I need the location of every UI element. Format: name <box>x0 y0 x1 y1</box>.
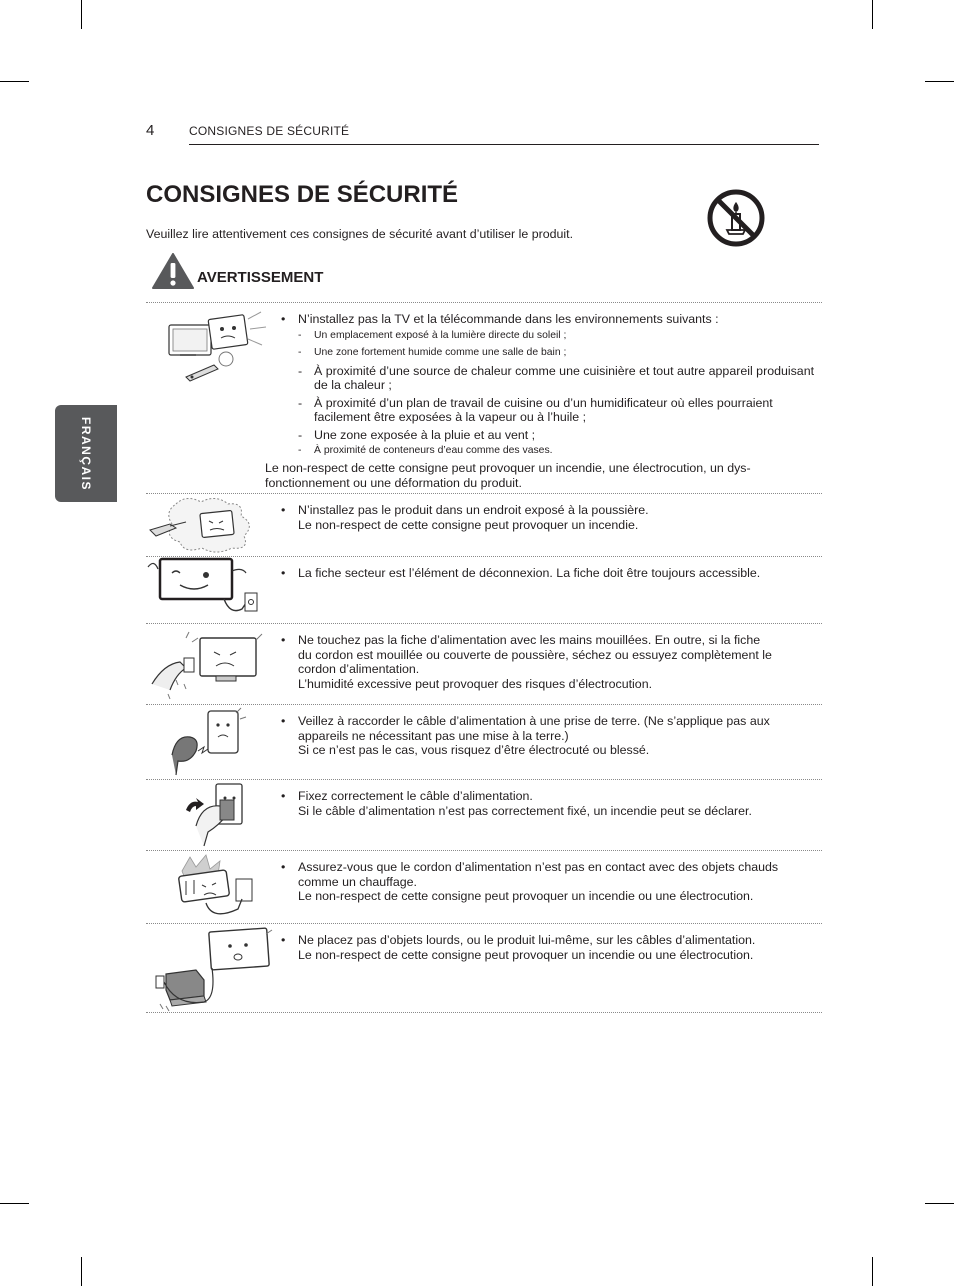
consequence-note: Le non-respect de cette consigne peut provoquer un incendie, une électrocution, un dys- fonctionnement ou une déformation du produit. <box>265 461 751 490</box>
continuation-text: Si le câble d’alimentation n’est pas correctement fixé, un incendie peut se déclarer. <box>298 803 752 818</box>
sub-item: - Une zone exposée à la pluie et au vent ; <box>298 427 536 442</box>
language-tab <box>55 405 117 502</box>
warning-triangle-icon <box>152 253 194 289</box>
intro-text: Veuillez lire attentivement ces consignes de sécurité avant d’utiliser le produit. <box>146 227 574 241</box>
heater-cord-illustration <box>146 851 274 923</box>
sub-item: - Une zone fortement humide comme une salle de bain ; <box>298 346 567 358</box>
safety-row <box>146 623 822 704</box>
safety-row <box>146 493 822 556</box>
bullet-text: • N’installez pas le produit dans un endroit exposé à la poussière. <box>281 503 821 518</box>
continuation-text: Le non-respect de cette consigne peut provoquer un incendie ou une électrocution. <box>298 889 754 903</box>
wet-hands-illustration <box>146 624 274 704</box>
bullet-text: • Fixez correctement le câble d’alimentation. <box>281 789 821 804</box>
sun-exposure-illustration <box>166 307 291 387</box>
crop-mark <box>925 1203 954 1204</box>
safety-row <box>146 302 822 493</box>
continuation-text: Le non-respect de cette consigne peut provoquer un incendie ou une électrocution. <box>298 947 754 962</box>
heavy-object-illustration <box>146 924 274 1012</box>
plug-accessible-illustration <box>146 557 274 623</box>
bullet-text: • Veillez à raccorder le câble d’alimentation à une prise de terre. (Ne s’applique pas aux appareils ne nécessitant pas une mise à la terre.) <box>281 714 821 743</box>
bullet-text: • N’installez pas la TV et la télécommande dans les environnements suivants : <box>281 312 821 327</box>
safety-row <box>146 850 822 923</box>
page-number: 4 <box>146 122 155 139</box>
crop-mark <box>872 0 873 29</box>
sub-item: - À proximité d’un plan de travail de cuisine ou d’un humidificateur où elles pourraient facilement être exposées à la vapeur ou à l’huile ; <box>298 395 773 424</box>
bullet-text: • Assurez-vous que le cordon d’alimentation n’est pas en contact avec des objets chauds comme un chauffage. <box>281 860 821 889</box>
continuation-text: L’humidité excessive peut provoquer des risques d’électrocution. <box>298 676 653 691</box>
safety-row <box>146 923 822 1013</box>
bullet-text: • Ne touchez pas la fiche d’alimentation avec les mains mouillées. En outre, si la fiche du cordon est mouillée ou couverte de poussière, séchez ou essuyez complètement le cordon d’alimentation. <box>281 633 821 677</box>
continuation-text: Si ce n’est pas le cas, vous risquez d’être électrocuté ou blessé. <box>298 743 650 757</box>
header-rule <box>189 144 819 145</box>
crop-mark <box>0 81 29 82</box>
language-tab-label: FRANÇAIS <box>79 416 93 491</box>
crop-mark <box>81 1257 82 1286</box>
grounded-outlet-illustration <box>146 705 274 779</box>
sub-item: - À proximité de conteneurs d’eau comme des vases. <box>298 445 553 456</box>
secure-plug-illustration <box>146 780 274 850</box>
no-candle-icon <box>706 188 766 248</box>
sub-item: - Un emplacement exposé à la lumière directe du soleil ; <box>298 329 567 341</box>
bullet-text: • Ne placez pas d’objets lourds, ou le produit lui-même, sur les câbles d’alimentation. <box>281 933 821 948</box>
warning-heading: AVERTISSEMENT <box>197 269 324 286</box>
bullet-text: • La fiche secteur est l’élément de déconnexion. La fiche doit être toujours accessible. <box>281 566 821 581</box>
safety-row <box>146 779 822 850</box>
crop-mark <box>81 0 82 29</box>
dust-illustration <box>146 494 274 556</box>
running-header: CONSIGNES DE SÉCURITÉ <box>189 124 350 138</box>
safety-row <box>146 704 822 779</box>
crop-mark <box>925 81 954 82</box>
safety-row <box>146 556 822 623</box>
sub-item: - À proximité d’une source de chaleur comme une cuisinière et tout autre appareil produisant de la chaleur ; <box>298 363 815 392</box>
crop-mark <box>872 1257 873 1286</box>
crop-mark <box>0 1203 29 1204</box>
continuation-text: Le non-respect de cette consigne peut provoquer un incendie. <box>298 517 639 532</box>
page-title: CONSIGNES DE SÉCURITÉ <box>146 181 459 208</box>
